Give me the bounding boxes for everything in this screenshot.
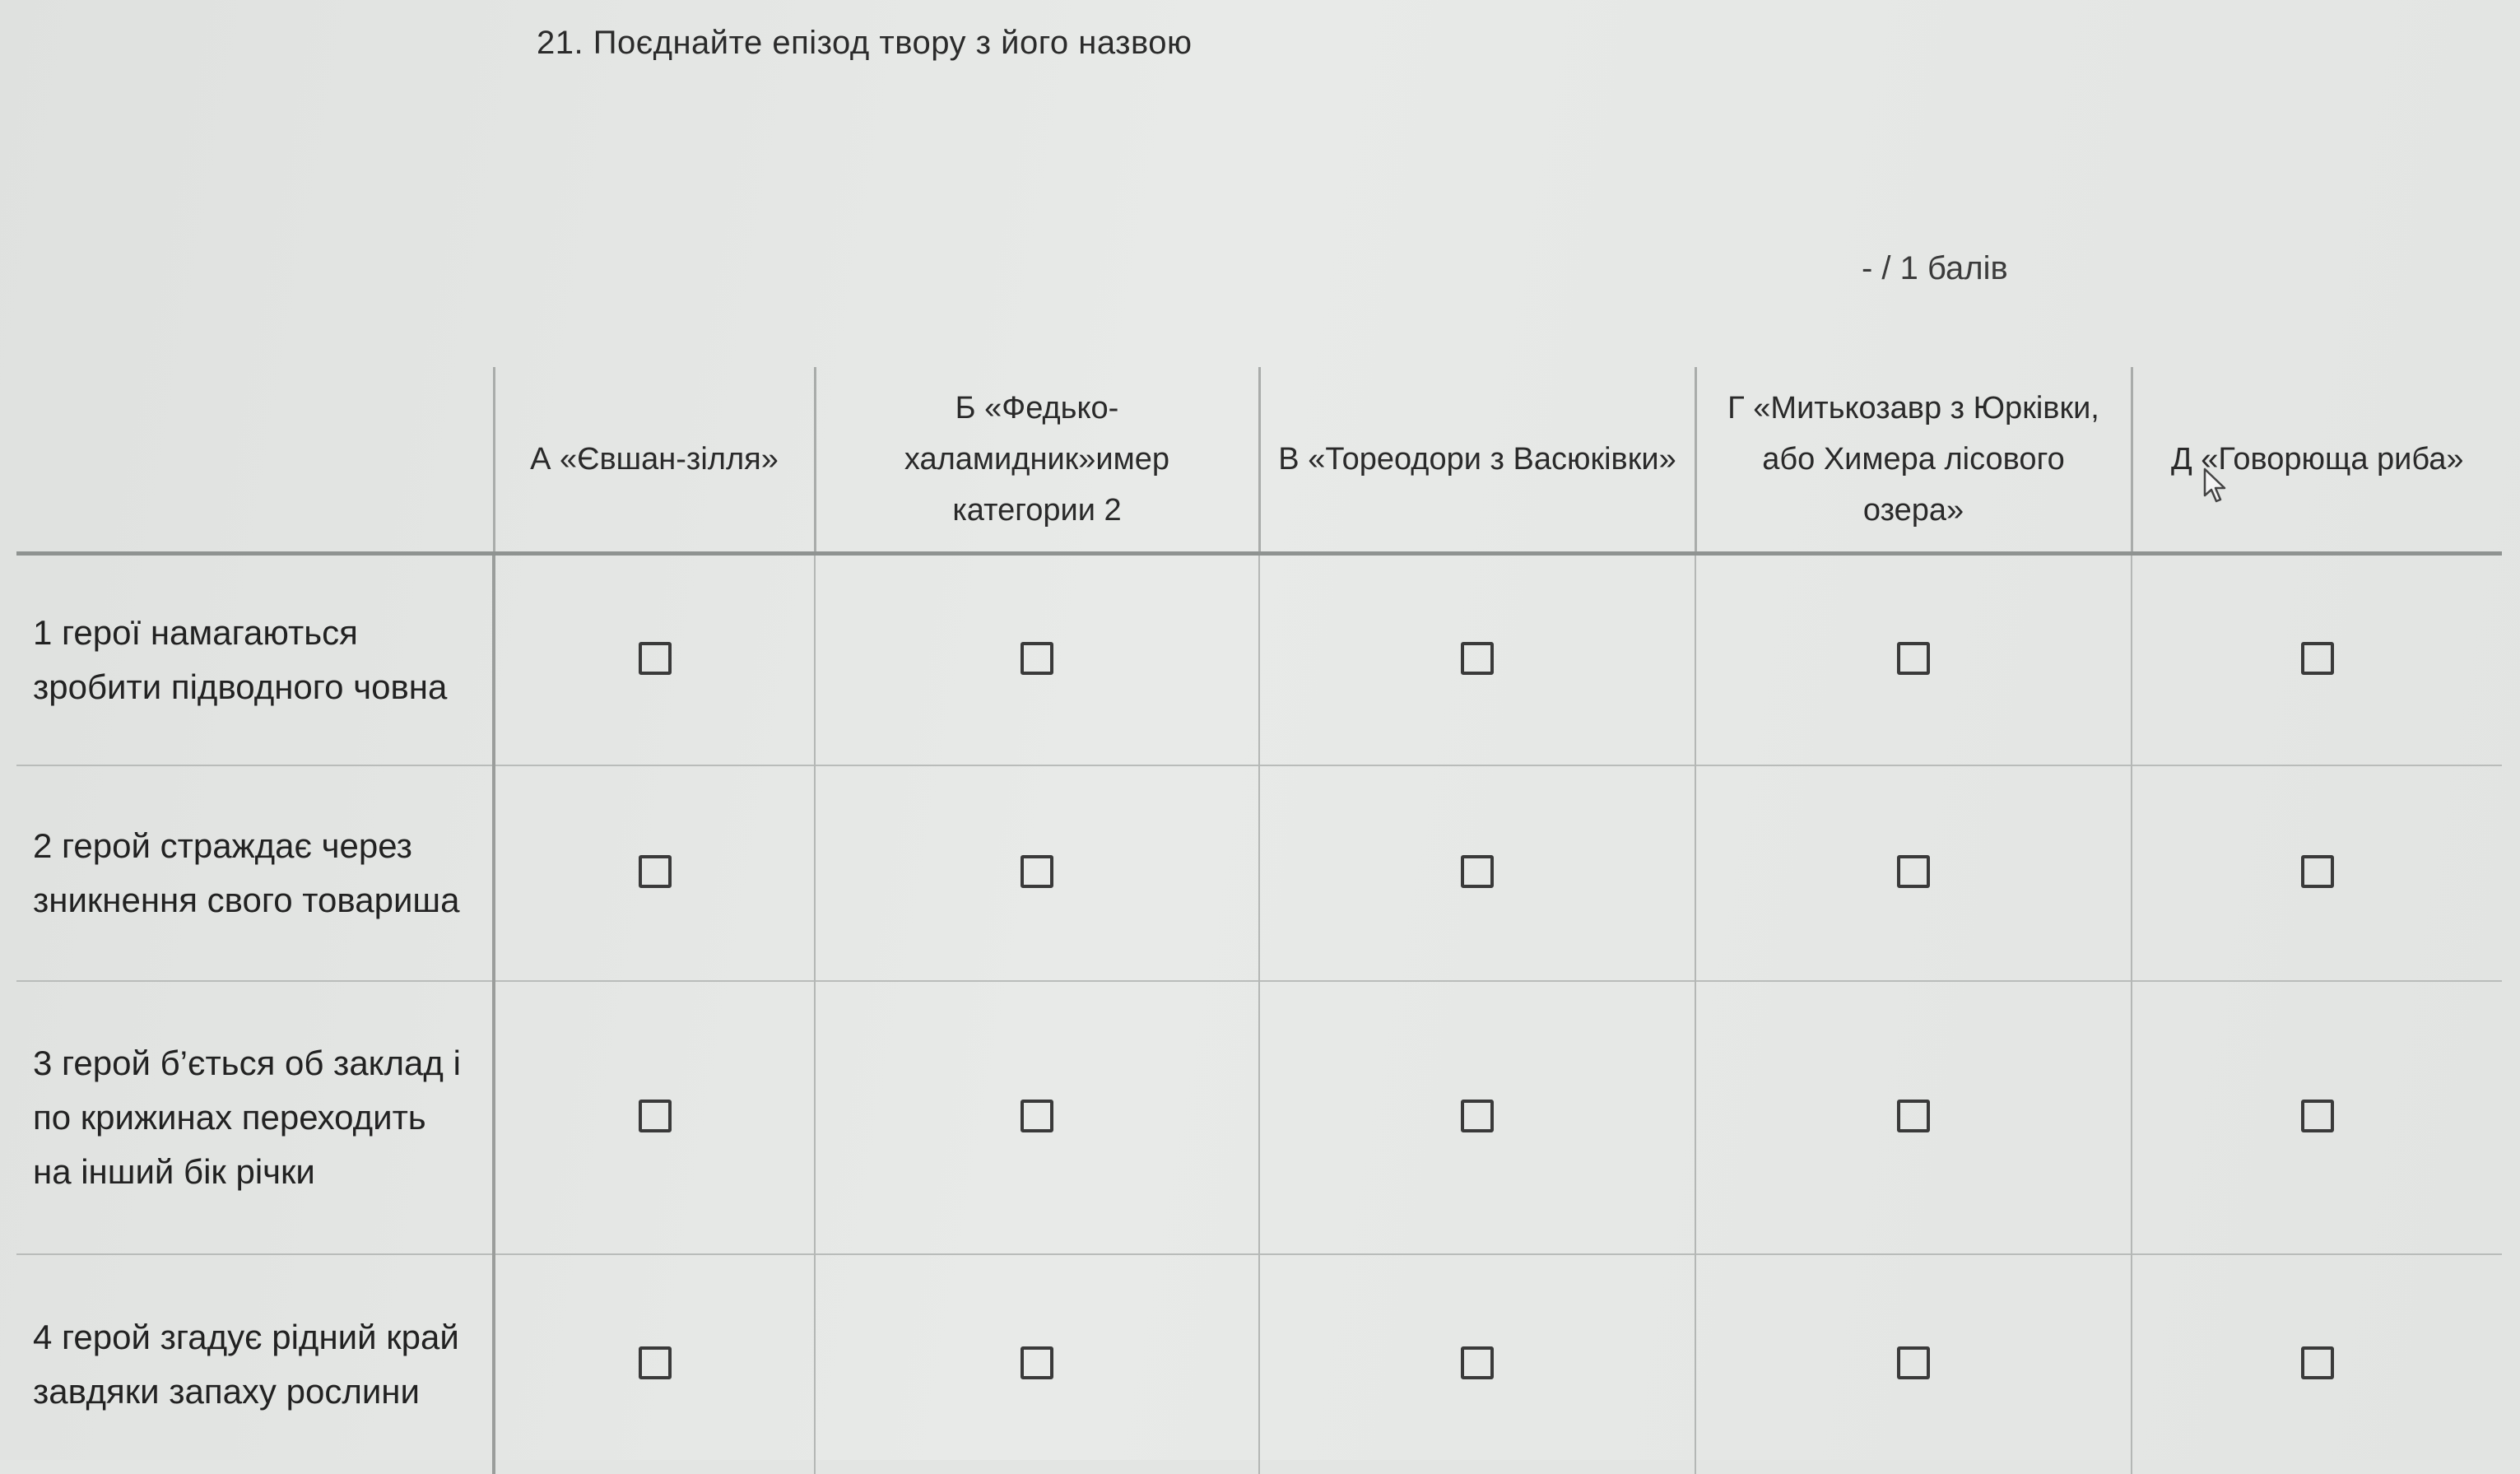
grid-row bbox=[16, 554, 2502, 766]
grid-cell bbox=[494, 1254, 815, 1474]
checkbox-row3-d[interactable] bbox=[1897, 1100, 1930, 1132]
grid-cell bbox=[1259, 554, 1695, 766]
grid-row bbox=[16, 765, 2502, 981]
checkbox-row1-d[interactable] bbox=[1897, 642, 1930, 675]
grid-cell bbox=[1695, 1254, 2132, 1474]
grid-cell bbox=[1259, 1254, 1695, 1474]
grid-cell bbox=[494, 554, 815, 766]
grid-corner bbox=[16, 367, 494, 554]
row-label: 2 герой страждає через зникнення свого товариша bbox=[16, 765, 494, 981]
checkbox-row4-e[interactable] bbox=[2301, 1346, 2334, 1379]
checkbox-row3-e[interactable] bbox=[2301, 1100, 2334, 1132]
grid-cell bbox=[2132, 765, 2502, 981]
grid-cell bbox=[494, 765, 815, 981]
column-header-d: Г «Митькозавр з Юрківки, або Химера лісового озера» bbox=[1695, 367, 2132, 554]
grid-cell bbox=[1259, 765, 1695, 981]
points-label: - / 1 балів bbox=[1862, 250, 2008, 286]
checkbox-row3-b[interactable] bbox=[1021, 1100, 1053, 1132]
row-label: 3 герой б’ється об заклад і по крижинах переходить на інший бік річки bbox=[16, 981, 494, 1254]
column-header-a: А «Євшан-зілля» bbox=[494, 367, 815, 554]
checkbox-row1-c[interactable] bbox=[1461, 642, 1494, 675]
checkbox-row1-a[interactable] bbox=[639, 642, 672, 675]
grid-cell bbox=[815, 1254, 1259, 1474]
checkbox-row3-a[interactable] bbox=[639, 1100, 672, 1132]
grid-cell bbox=[815, 981, 1259, 1254]
checkbox-row2-c[interactable] bbox=[1461, 855, 1494, 888]
grid-cell bbox=[1695, 765, 2132, 981]
checkbox-row2-a[interactable] bbox=[639, 855, 672, 888]
grid-row bbox=[16, 1254, 2502, 1474]
column-header-e: Д «Говорюща риба» bbox=[2132, 367, 2502, 554]
grid-cell bbox=[815, 765, 1259, 981]
grid-row bbox=[16, 981, 2502, 1254]
question-title: 21. Поєднайте епізод твору з його назвою bbox=[537, 25, 1193, 61]
column-header-c: В «Тореодори з Васюківки» bbox=[1259, 367, 1695, 554]
checkbox-row4-d[interactable] bbox=[1897, 1346, 1930, 1379]
grid-cell bbox=[2132, 1254, 2502, 1474]
checkbox-row4-c[interactable] bbox=[1461, 1346, 1494, 1379]
grid-cell bbox=[2132, 554, 2502, 766]
grid-cell bbox=[1695, 981, 2132, 1254]
checkbox-row2-b[interactable] bbox=[1021, 855, 1053, 888]
choice-grid bbox=[16, 367, 2502, 1474]
column-header-b: Б «Федько-халамидник»имер категории 2 bbox=[815, 367, 1259, 554]
grid-cell bbox=[815, 554, 1259, 766]
grid-cell bbox=[494, 981, 815, 1254]
grid-cell bbox=[1695, 554, 2132, 766]
checkbox-row2-e[interactable] bbox=[2301, 855, 2334, 888]
checkbox-row4-b[interactable] bbox=[1021, 1346, 1053, 1379]
grid-cell bbox=[2132, 981, 2502, 1254]
grid-header-row bbox=[16, 367, 2502, 554]
row-label: 4 герой згадує рідний край завдяки запаху рослини bbox=[16, 1254, 494, 1474]
checkbox-row1-e[interactable] bbox=[2301, 642, 2334, 675]
checkbox-row4-a[interactable] bbox=[639, 1346, 672, 1379]
row-label: 1 герої намагаються зробити підводного човна bbox=[16, 554, 494, 766]
grid-cell bbox=[1259, 981, 1695, 1254]
mouse-pointer-icon bbox=[2202, 467, 2230, 504]
checkbox-row3-c[interactable] bbox=[1461, 1100, 1494, 1132]
checkbox-row2-d[interactable] bbox=[1897, 855, 1930, 888]
checkbox-row1-b[interactable] bbox=[1021, 642, 1053, 675]
